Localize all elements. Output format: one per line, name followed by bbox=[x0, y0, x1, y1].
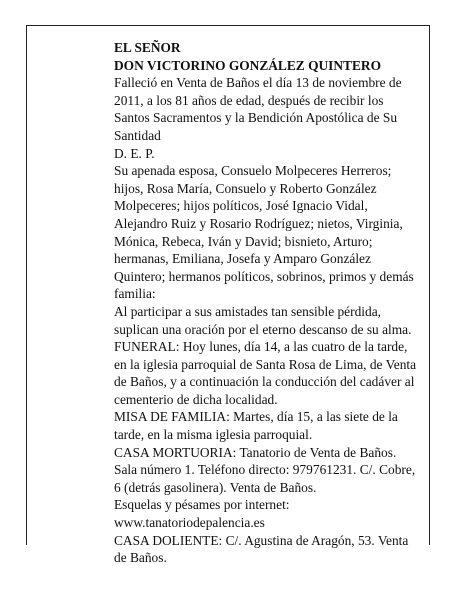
mourning-house-info: CASA DOLIENTE: C/. Agustina de Aragón, 53. Venta de Baños. bbox=[114, 532, 409, 566]
prayer-request: Al participar a sus amistades tan sensible pérdida, suplican una oración por el eterno descanso de su alma. bbox=[114, 303, 412, 337]
death-info: Falleció en Venta de Baños el día 13 de noviembre de 2011, a los 81 años de edad, después de recibir los Santos Sacramentos y la Bendición Apostólica de Su Santidad bbox=[114, 75, 402, 143]
mortuary-info: CASA MORTUORIA: Tanatorio de Venta de Baños. Sala número 1. Teléfono directo: 979761231. C/. Cobre, 6 (detrás gasolinera). Venta de Baños. bbox=[114, 444, 416, 495]
family-list: Su apenada esposa, Consuelo Molpeceres Herreros; hijos, Rosa María, Consuelo y Roberto González Molpeceres; hijos políticos, José Ignacio Vidal, Alejandro Ruiz y Rosario Rodríguez; nietos, Virginia, Mónica, Rebeca, Iván y David; bisnieto, Arturo; hermanas, Emiliana, Josefa y Amparo González Quintero; hermanos políticos, sobrinos, primos y demás familia: bbox=[114, 163, 414, 302]
funeral-info: FUNERAL: Hoy lunes, día 14, a las cuatro de la tarde, en la iglesia parroquial de Santa Rosa de Lima, de Venta de Baños, y a continuación la conducción del cadáver al cementerio de dicha localidad. bbox=[114, 339, 417, 407]
dep-abbreviation: D. E. P. bbox=[114, 145, 155, 161]
condolences-label: Esquelas y pésames por internet: bbox=[114, 497, 290, 513]
family-mass-info: MISA DE FAMILIA: Martes, día 15, a las siete de la tarde, en la misma iglesia parroquial. bbox=[114, 409, 398, 443]
notice-heading-line1: EL SEÑOR bbox=[114, 40, 181, 55]
deceased-name: DON VICTORINO GONZÁLEZ QUINTERO bbox=[114, 57, 381, 73]
condolences-website: www.tanatoriodepalencia.es bbox=[114, 515, 265, 531]
obituary-notice bbox=[114, 39, 420, 567]
